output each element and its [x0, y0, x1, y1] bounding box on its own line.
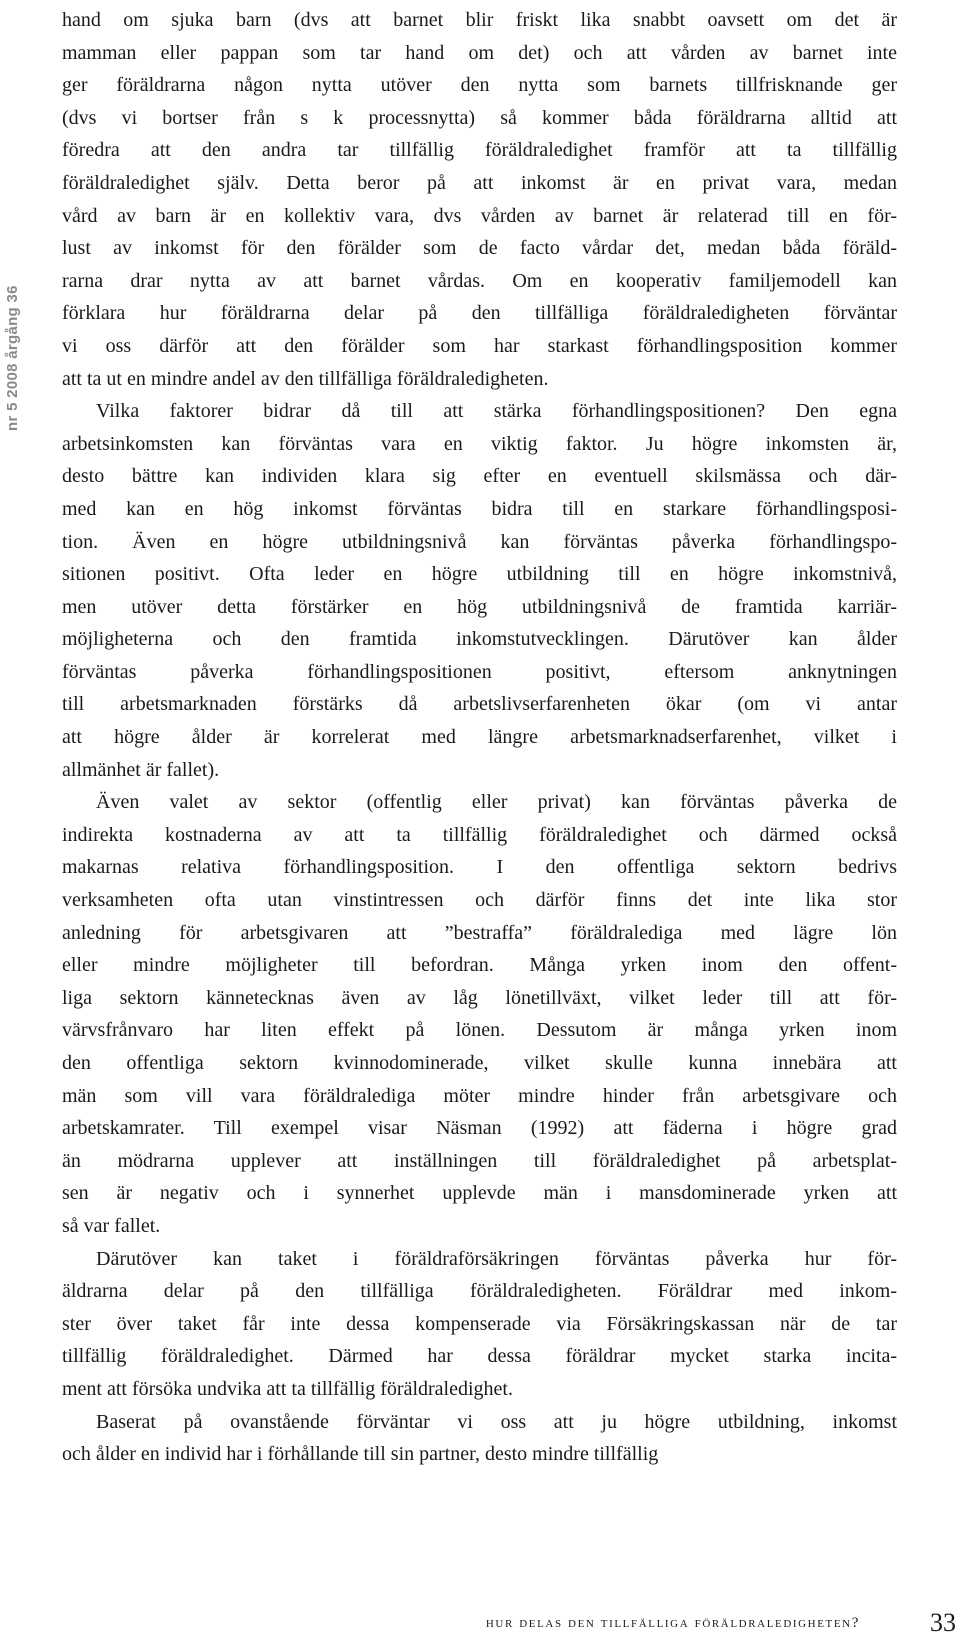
text-line — [62, 1308, 897, 1341]
text-line-content: (dvs vi bortser från s k processnytta) så kommer båda föräldrarna alltid att — [62, 106, 897, 129]
text-line — [62, 1275, 897, 1308]
text-line — [62, 884, 897, 917]
text-line-content: allmänhet är fallet). — [62, 758, 220, 781]
text-line — [62, 623, 897, 656]
text-line-content: indirekta kostnaderna av att ta tillfällig föräldraledighet och därmed också — [62, 823, 897, 846]
text-line — [62, 917, 897, 950]
text-line-content: eller mindre möjligheter till befordran. Många yrken inom den offent- — [62, 954, 897, 977]
text-line-content: och ålder en individ har i förhållande till sin partner, desto mindre tillfällig — [62, 1443, 659, 1466]
text-line-content: ment att försöka undvika att ta tillfällig föräldraledighet. — [62, 1377, 513, 1400]
text-line-content: verksamheten ofta utan vinstintressen och därför finns det inte lika stor — [62, 889, 897, 912]
text-line — [62, 330, 897, 363]
text-line-content: att ta ut en mindre andel av den tillfälliga föräldraledigheten. — [62, 367, 549, 390]
text-line-content: ger föräldrarna någon nytta utöver den nytta som barnets tillfrisknande ger — [62, 74, 897, 97]
text-line-content: anledning för arbetsgivaren att ”bestraffa” föräldralediga med lägre lön — [62, 921, 897, 944]
text-line-content: föräldraledighet själv. Detta beror på att inkomst är en privat vara, medan — [62, 171, 897, 194]
text-line — [62, 395, 897, 428]
text-line — [62, 949, 897, 982]
text-line — [62, 1080, 897, 1113]
text-line — [62, 558, 897, 591]
text-line-content: ster över taket får inte dessa kompenserade via Försäkringskassan när de tar — [62, 1312, 897, 1335]
text-line — [62, 1047, 897, 1080]
text-line-content: värvsfrånvaro har liten effekt på lönen. Dessutom är många yrken inom — [62, 1019, 897, 1042]
text-line-content: mamman eller pappan som tar hand om det) och att vården av barnet inte — [62, 41, 897, 64]
text-line — [62, 232, 897, 265]
text-line — [62, 1340, 897, 1373]
paragraph — [62, 4, 897, 395]
text-line-content: vi oss därför att den förälder som har starkast förhandlingsposition kommer — [62, 334, 897, 357]
text-line — [62, 265, 897, 298]
text-line-content: så var fallet. — [62, 1214, 161, 1237]
text-line — [62, 656, 897, 689]
text-line — [62, 493, 897, 526]
article-body — [62, 4, 897, 1471]
text-line-content: vård av barn är en kollektiv vara, dvs vården av barnet är relaterad till en för- — [62, 204, 897, 227]
journal-issue-label: nr 5 2008 årgång 36 — [4, 285, 21, 431]
page-number: 33 — [930, 1608, 956, 1637]
text-line-content: Därutöver kan taket i föräldraförsäkringen förväntas påverka hur för- — [96, 1247, 897, 1270]
text-line-content: föredra att den andra tar tillfällig föräldraledighet framför att ta tillfällig — [62, 139, 897, 162]
text-line-content: män som vill vara föräldralediga möter mindre hinder från arbetsgivare och — [62, 1084, 897, 1107]
text-line-content: arbetskamrater. Till exempel visar Näsman (1992) att fäderna i högre grad — [62, 1117, 897, 1140]
text-line-content: sen är negativ och i synnerhet upplevde män i mansdominerade yrken att — [62, 1182, 897, 1205]
text-line — [62, 688, 897, 721]
text-line-content: rarna drar nytta av att barnet vårdas. Om en kooperativ familjemodell kan — [62, 269, 897, 292]
text-line — [62, 428, 897, 461]
text-line — [62, 1112, 897, 1145]
text-line-content: än mödrarna upplever att inställningen till föräldraledighet på arbetsplat- — [62, 1149, 897, 1172]
text-line-content: Baserat på ovanstående förväntar vi oss att ju högre utbildning, inkomst — [96, 1410, 897, 1433]
text-line — [62, 786, 897, 819]
text-line-content: möjligheterna och den framtida inkomstutvecklingen. Därutöver kan ålder — [62, 628, 897, 651]
text-line-content: lust av inkomst för den förälder som de facto vårdar det, medan båda föräld- — [62, 237, 897, 260]
text-line-content: Vilka faktorer bidrar då till att stärka förhandlingspositionen? Den egna — [96, 400, 897, 423]
text-line — [62, 297, 897, 330]
text-line — [62, 591, 897, 624]
text-line-content: Även valet av sektor (offentlig eller privat) kan förväntas påverka de — [96, 791, 897, 814]
paragraph — [62, 786, 897, 1242]
text-line — [62, 982, 897, 1015]
paragraph — [62, 1243, 897, 1406]
text-line-content: att högre ålder är korrelerat med längre arbetsmarknadserfarenhet, vilket i — [62, 726, 897, 749]
text-line-content: men utöver detta förstärker en hög utbildningsnivå de framtida karriär- — [62, 595, 897, 618]
text-line — [62, 1177, 897, 1210]
text-line-content: hand om sjuka barn (dvs att barnet blir friskt lika snabbt oavsett om det är — [62, 9, 897, 31]
paragraph — [62, 1406, 897, 1471]
text-line-content: med kan en hög inkomst förväntas bidra till en starkare förhandlingsposi- — [62, 497, 897, 520]
text-line — [62, 200, 897, 233]
text-line — [62, 1014, 897, 1047]
paragraph — [62, 395, 897, 786]
text-line — [62, 526, 897, 559]
running-head: hur delas den tillfälliga föräldraledigheten? — [485, 1615, 860, 1631]
text-line — [62, 1373, 897, 1406]
text-line-content: liga sektorn kännetecknas även av låg lönetillväxt, vilket leder till att för- — [62, 986, 897, 1009]
text-line — [62, 721, 897, 754]
text-line — [62, 754, 897, 787]
text-line-content: förklara hur föräldrarna delar på den tillfälliga föräldraledigheten förväntar — [62, 302, 897, 325]
text-line-content: den offentliga sektorn kvinnodominerade, vilket skulle kunna innebära att — [62, 1052, 897, 1074]
text-line — [62, 1243, 897, 1276]
text-line — [62, 1406, 897, 1439]
text-line — [62, 1145, 897, 1178]
text-line — [62, 69, 897, 102]
text-line-content: sitionen positivt. Ofta leder en högre utbildning till en högre inkomstnivå, — [62, 563, 897, 586]
text-line-content: desto bättre kan individen klara sig efter en eventuell skilsmässa och där- — [62, 465, 897, 488]
text-line — [62, 4, 897, 37]
text-line — [62, 102, 897, 135]
text-line — [62, 37, 897, 70]
text-line — [62, 851, 897, 884]
text-line — [62, 134, 897, 167]
text-line-content: förväntas påverka förhandlingspositionen positivt, eftersom anknytningen — [62, 660, 897, 683]
text-line-content: till arbetsmarknaden förstärks då arbetslivserfarenheten ökar (om vi antar — [62, 693, 897, 716]
page-footer — [0, 1608, 960, 1640]
text-line — [62, 363, 897, 396]
text-line-content: tion. Även en högre utbildningsnivå kan förväntas påverka förhandlingspo- — [62, 530, 897, 553]
text-line-content: arbetsinkomsten kan förväntas vara en viktig faktor. Ju högre inkomsten är, — [62, 432, 897, 455]
text-line — [62, 819, 897, 852]
text-line-content: tillfällig föräldraledighet. Därmed har dessa föräldrar mycket starka incita- — [62, 1345, 897, 1368]
text-line-content: makarnas relativa förhandlingsposition. I den offentliga sektorn bedrivs — [62, 856, 897, 879]
text-line — [62, 1210, 897, 1243]
text-line-content: äldrarna delar på den tillfälliga föräldraledigheten. Föräldrar med inkom- — [62, 1280, 897, 1303]
text-line — [62, 1438, 897, 1471]
text-line — [62, 167, 897, 200]
text-line — [62, 460, 897, 493]
